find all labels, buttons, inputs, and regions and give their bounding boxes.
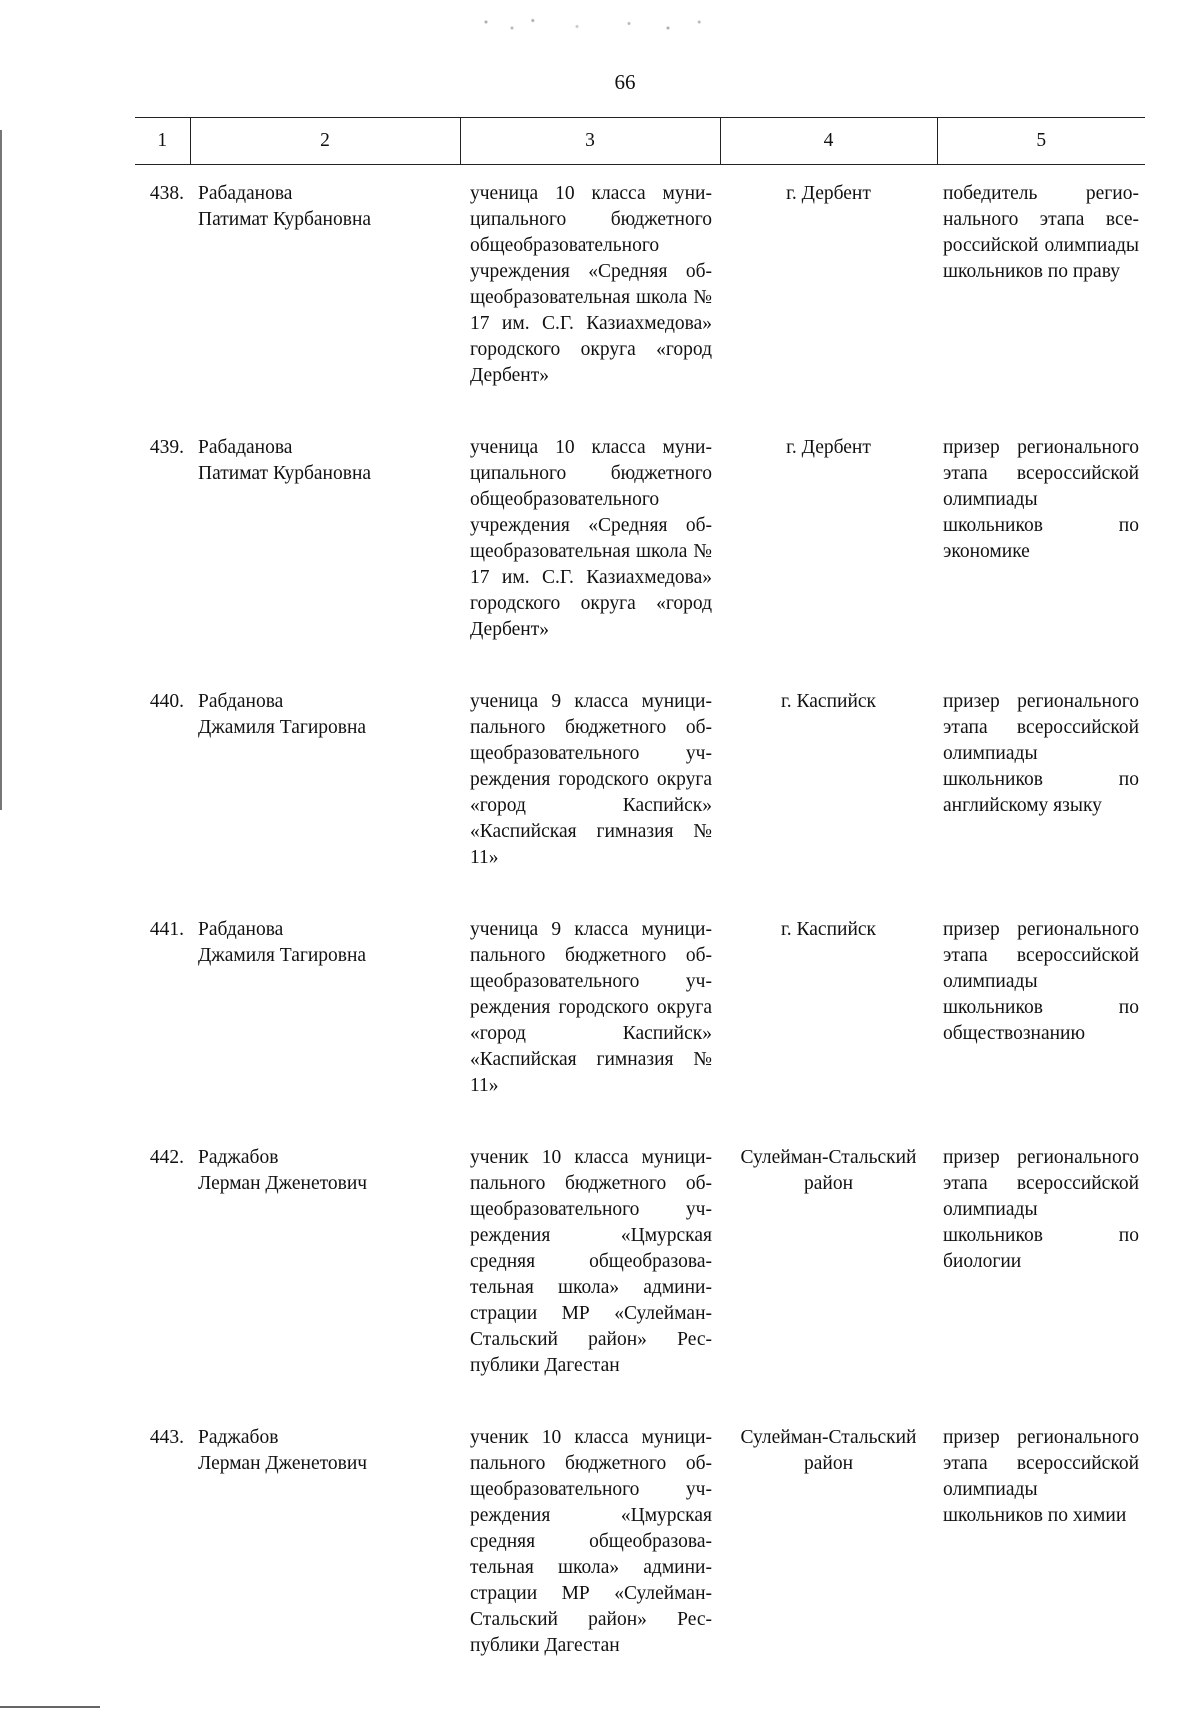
student-given-names: Джамиля Тагировна [198,945,367,966]
municipality-line: район [803,1173,854,1194]
table-row [135,1129,1145,1409]
student-name [190,1409,460,1659]
school-description: ученица 9 класса муниципального бюджетного общеобразовательного учреждения городского округа «город Каспийск» «Каспийская гимназия № 11» [470,919,712,1096]
column-header-1: 1 [135,118,190,165]
municipality-line: Сулейман-Стальский [740,1147,917,1168]
table-row [135,165,1145,420]
school-description: ученица 9 класса муниципального бюджетного общеобразовательного учреждения городского округа «город Каспийск» «Каспийская гимназия № 11» [470,691,712,868]
entry-number: 440. [149,691,184,712]
scan-edge-left [0,130,2,810]
municipality [720,165,937,420]
scan-edge-bottom [0,1706,100,1708]
olympiad-result: призер регионального этапа всероссийской олимпиады школьников по химии [943,1427,1139,1526]
municipality-line: г. Каспийск [780,919,877,940]
entry-number: 439. [149,437,184,458]
scan-noise [460,10,720,40]
column-header-3: 3 [460,118,720,165]
student-name [190,419,460,673]
page-number: 66 [614,70,636,94]
student-given-names: Лерман Дженетович [198,1453,368,1474]
olympiad-result: призер регионального этапа всероссийской олимпиады школьников по обществознанию [943,919,1139,1044]
student-surname: Рабданова [198,919,284,940]
table-row [135,901,1145,1129]
entry-number: 442. [149,1147,184,1168]
municipality-line: г. Каспийск [780,691,877,712]
olympiad-result: призер регионального этапа всероссийской олимпиады школьников по экономике [943,437,1139,562]
student-surname: Раджабов [198,1427,279,1448]
school-description: ученик 10 класса муниципального бюджетного общеобразовательного учреждения «Цмурская средняя общеобразовательная школа» администрации МР «Сулейман-Стальский район» Республики Дагестан [470,1147,712,1376]
student-name [190,1129,460,1409]
entry-number: 441. [149,919,184,940]
column-header-4: 4 [720,118,937,165]
municipality-line: район [803,1453,854,1474]
olympiad-result: призер регионального этапа всероссийской олимпиады школьников по биологии [943,1147,1139,1272]
student-surname: Раджабов [198,1147,279,1168]
student-given-names: Лерман Дженетович [198,1173,368,1194]
municipality [720,419,937,673]
student-name [190,165,460,420]
olympiad-result: призер регионального этапа всероссийской олимпиады школьников по английскому языку [943,691,1139,816]
column-header-5: 5 [937,118,1145,165]
school-description: ученица 10 класса муниципального бюджетного общеобразовательного учреждения «Средняя общеобразовательная школа № 17 им. С.Г. Казиахмедова» городского округа «город Дербент» [470,437,712,640]
municipality [720,901,937,1129]
school-description: ученица 10 класса муниципального бюджетного общеобразовательного учреждения «Средняя общеобразовательная школа № 17 им. С.Г. Казиахмедова» городского округа «город Дербент» [470,183,712,386]
table-row [135,1409,1145,1659]
municipality [720,1129,937,1409]
municipality-line: г. Дербент [786,437,871,458]
olympiad-winners-table [135,117,1145,1659]
student-given-names: Патимат Курбановна [198,209,372,230]
entry-number: 438. [149,183,184,204]
student-surname: Рабаданова [198,437,293,458]
student-surname: Рабданова [198,691,284,712]
entry-number: 443. [149,1427,184,1448]
table-row [135,673,1145,901]
municipality-line: г. Дербент [786,183,871,204]
olympiad-result: победитель регионального этапа всероссийской олимпиады школьников по праву [943,183,1139,282]
municipality-line: Сулейман-Стальский [740,1427,917,1448]
school-description: ученик 10 класса муниципального бюджетного общеобразовательного учреждения «Цмурская средняя общеобразовательная школа» администрации МР «Сулейман-Стальский район» Республики Дагестан [470,1427,712,1656]
column-header-2: 2 [190,118,460,165]
student-given-names: Патимат Курбановна [198,463,372,484]
municipality [720,1409,937,1659]
table-row [135,419,1145,673]
table-header-row [135,118,1145,165]
student-name [190,673,460,901]
student-given-names: Джамиля Тагировна [198,717,367,738]
municipality [720,673,937,901]
student-surname: Рабаданова [198,183,293,204]
student-name [190,901,460,1129]
